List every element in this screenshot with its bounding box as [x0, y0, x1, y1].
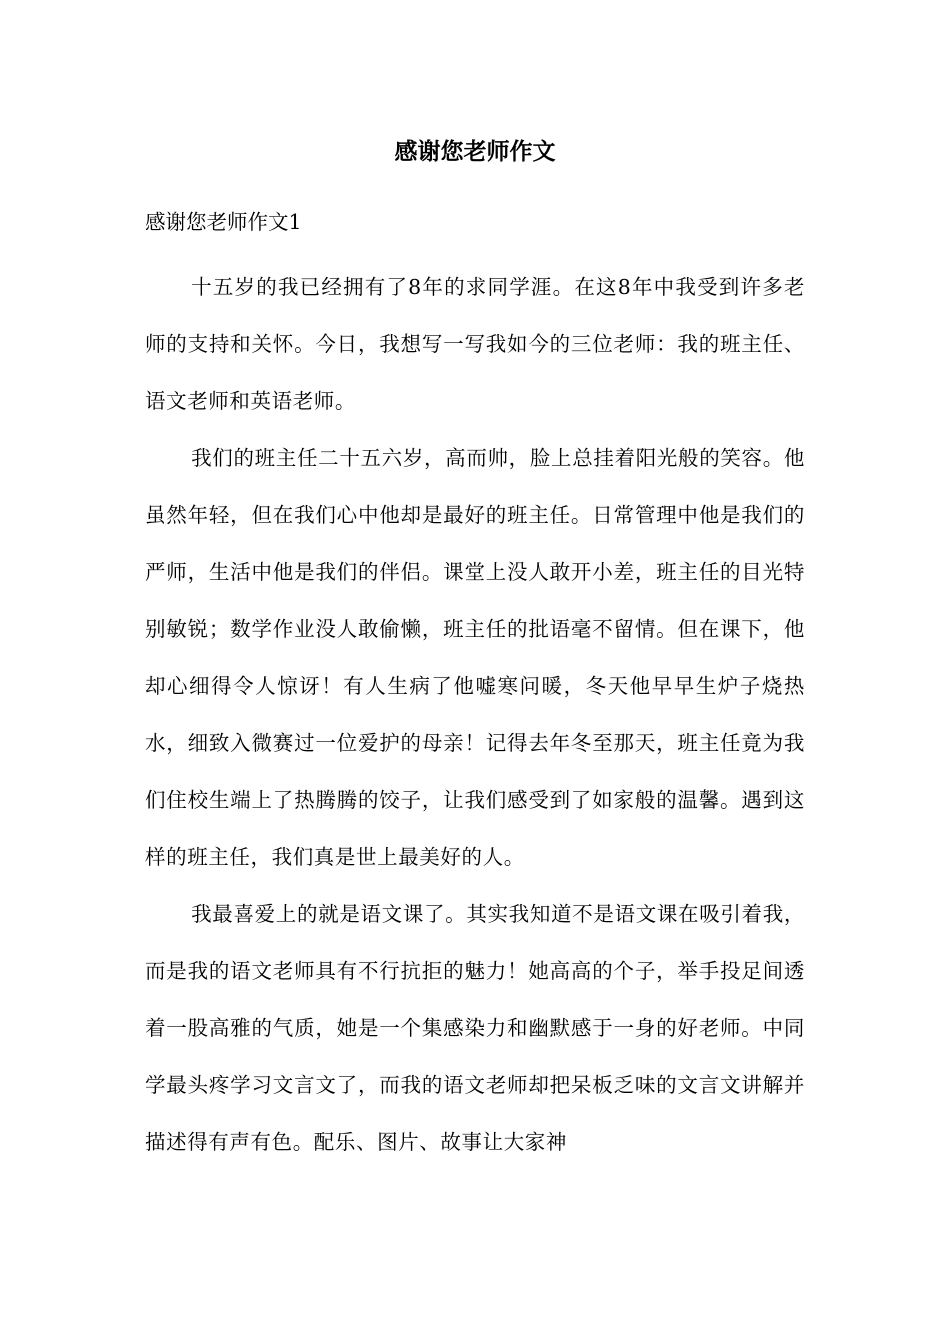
section-heading: 感谢您老师作文1 [145, 210, 302, 234]
paragraph: 我们的班主任二十五六岁，高而帅，脸上总挂着阳光般的笑容。他虽然年轻，但在我们心中他却是最好的班主任。日常管理中他是我们的严师，生活中他是我们的伴侣。课堂上没人敢开小差，班主任的目光特别敏锐；数学作业没人敢偷懒，班主任的批语毫不留情。但在课下，他却心细得令人惊讶！有人生病了他嘘寒问暖，冬天他早早生炉子烧热水，细致入微赛过一位爱护的母亲！记得去年冬至那天，班主任竟为我们住校生端上了热腾腾的饺子，让我们感受到了如家般的温馨。遇到这样的班主任，我们真是世上最美好的人。 [145, 446, 805, 869]
document-title: 感谢您老师作文 [394, 138, 556, 165]
document-body [145, 259, 805, 1171]
paragraph: 十五岁的我已经拥有了8年的求同学涯。在这8年中我受到许多老师的支持和关怀。今日，我想写一写我如今的三位老师：我的班主任、语文老师和英语老师。 [145, 275, 805, 413]
paragraph: 我最喜爱上的就是语文课了。其实我知道不是语文课在吸引着我，而是我的语文老师具有不行抗拒的魅力！她高高的个子，举手投足间透着一股高雅的气质，她是一个集感染力和幽默感于一身的好老师。中同学最头疼学习文言文了，而我的语文老师却把呆板乏味的文言文讲解并描述得有声有色。配乐、图片、故事让大家神 [145, 902, 805, 1154]
